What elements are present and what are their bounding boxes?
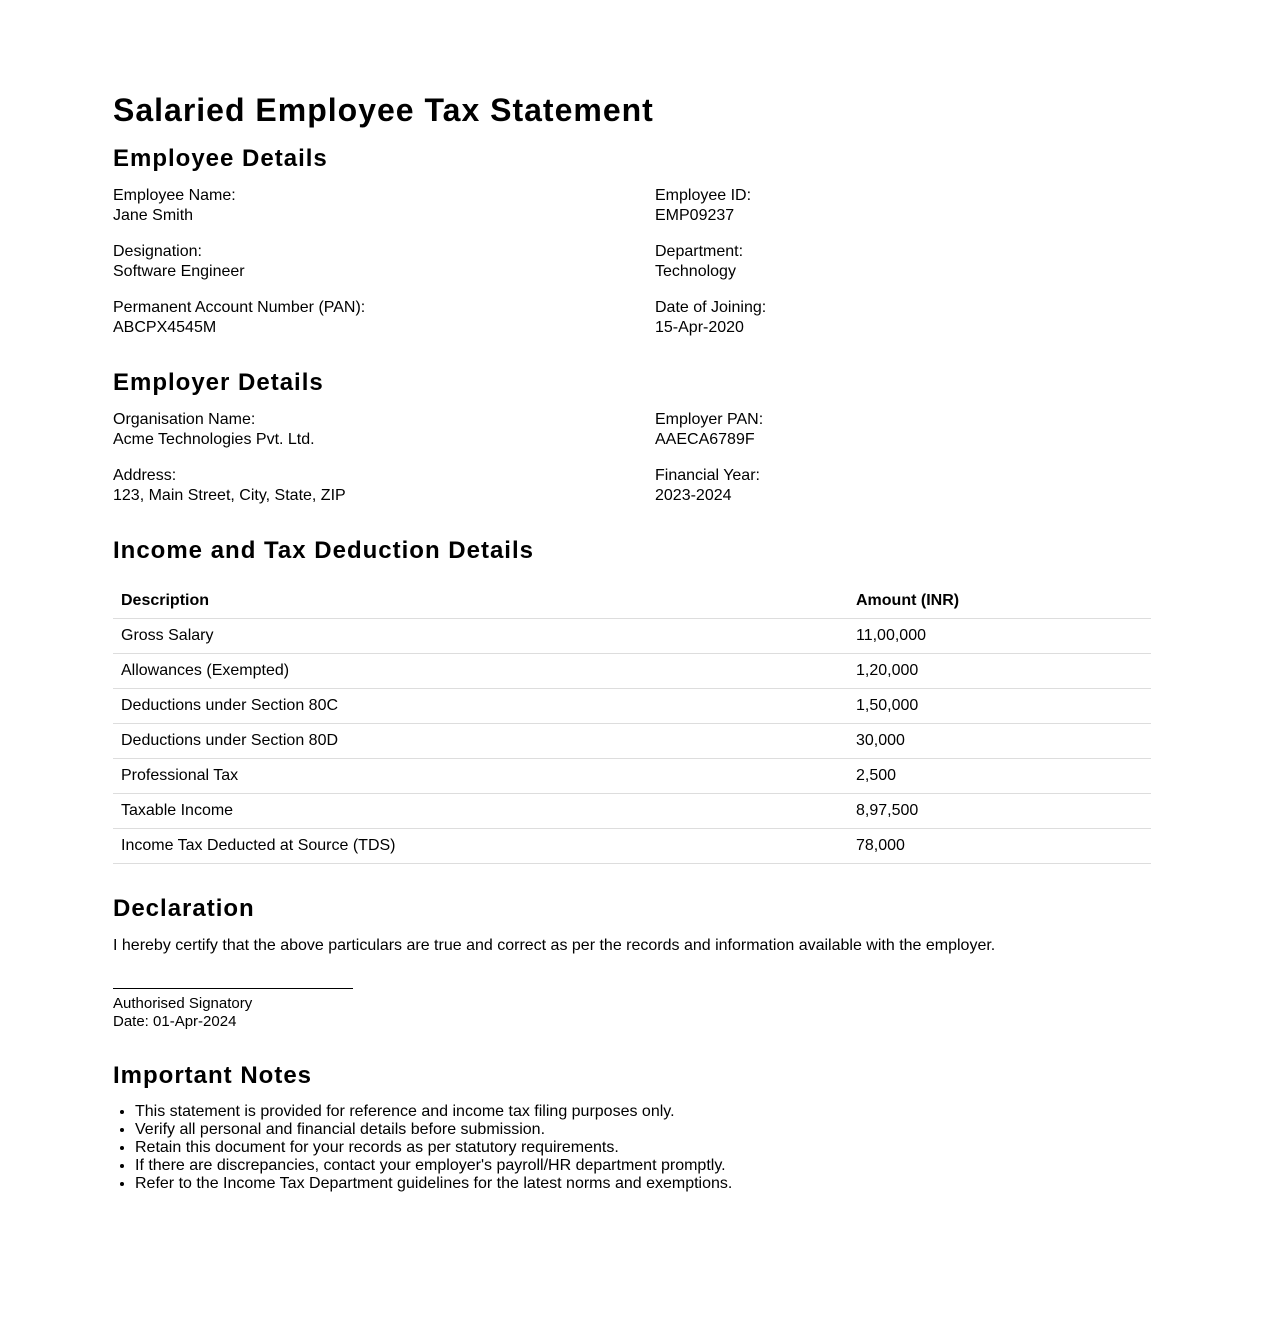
row-amount: 78,000 bbox=[848, 829, 1151, 864]
employee-name-field bbox=[113, 186, 655, 226]
important-notes-heading: Important Notes bbox=[113, 1062, 313, 1089]
declaration-heading: Declaration bbox=[113, 895, 255, 922]
table-row bbox=[113, 654, 1151, 689]
row-amount: 8,97,500 bbox=[848, 794, 1151, 829]
field-value: EMP09237 bbox=[655, 207, 735, 224]
field-label: Financial Year: bbox=[655, 467, 760, 484]
employee-details-grid bbox=[113, 186, 1151, 338]
field-label: Employee Name: bbox=[113, 187, 236, 204]
income-table bbox=[113, 584, 1151, 864]
list-item: • This statement is provided for reference and income tax filing purposes only. bbox=[135, 1103, 1151, 1121]
field-value: AAECA6789F bbox=[655, 431, 755, 448]
date-of-joining-field bbox=[655, 298, 1151, 338]
declaration-text: I hereby certify that the above particulars are true and correct as per the records and information available with the employer. bbox=[113, 937, 996, 954]
row-description: Professional Tax bbox=[113, 759, 848, 794]
row-description: Deductions under Section 80C bbox=[113, 689, 848, 724]
field-value: 123, Main Street, City, State, ZIP bbox=[113, 487, 346, 504]
statement-content bbox=[113, 88, 1151, 1193]
field-label: Employee ID: bbox=[655, 187, 752, 204]
field-value: Jane Smith bbox=[113, 207, 194, 224]
notes-list bbox=[113, 1103, 1151, 1193]
list-item: • If there are discrepancies, contact your employer's payroll/HR department promptly. bbox=[135, 1157, 1151, 1175]
signature-date: Date: 01-Apr-2024 bbox=[113, 1013, 237, 1030]
list-item: • Verify all personal and financial details before submission. bbox=[135, 1121, 1151, 1139]
table-row bbox=[113, 759, 1151, 794]
field-value: Technology bbox=[655, 263, 736, 280]
pan-field bbox=[113, 298, 655, 338]
department-field bbox=[655, 242, 1151, 282]
field-value: Acme Technologies Pvt. Ltd. bbox=[113, 431, 315, 448]
row-description: Deductions under Section 80D bbox=[113, 724, 848, 759]
employer-details-grid bbox=[113, 410, 1151, 506]
employee-details-heading: Employee Details bbox=[113, 145, 328, 172]
table-row bbox=[113, 794, 1151, 829]
field-label: Organisation Name: bbox=[113, 411, 256, 428]
field-label: Employer PAN: bbox=[655, 411, 764, 428]
list-item: • Retain this document for your records as per statutory requirements. bbox=[135, 1139, 1151, 1157]
column-header-description: Description bbox=[113, 584, 848, 619]
income-details-heading: Income and Tax Deduction Details bbox=[113, 537, 534, 564]
row-description: Gross Salary bbox=[113, 619, 848, 654]
organisation-name-field bbox=[113, 410, 655, 450]
signature-block bbox=[113, 995, 1151, 1031]
row-description: Allowances (Exempted) bbox=[113, 654, 848, 689]
address-field bbox=[113, 466, 655, 506]
field-label: Date of Joining: bbox=[655, 299, 767, 316]
employer-details-heading: Employer Details bbox=[113, 369, 324, 396]
field-label: Department: bbox=[655, 243, 744, 260]
column-header-amount: Amount (INR) bbox=[848, 584, 1151, 619]
employer-pan-field bbox=[655, 410, 1151, 450]
financial-year-field bbox=[655, 466, 1151, 506]
table-row bbox=[113, 724, 1151, 759]
signatory-label: Authorised Signatory bbox=[113, 995, 253, 1012]
table-row bbox=[113, 619, 1151, 654]
field-value: Software Engineer bbox=[113, 263, 245, 280]
field-label: Permanent Account Number (PAN): bbox=[113, 299, 366, 316]
row-amount: 1,20,000 bbox=[848, 654, 1151, 689]
field-value: ABCPX4545M bbox=[113, 319, 217, 336]
row-amount: 11,00,000 bbox=[848, 619, 1151, 654]
row-amount: 30,000 bbox=[848, 724, 1151, 759]
field-label: Address: bbox=[113, 467, 177, 484]
table-row bbox=[113, 829, 1151, 864]
list-item: • Refer to the Income Tax Department guidelines for the latest norms and exemptions. bbox=[135, 1175, 1151, 1193]
document-title: Salaried Employee Tax Statement bbox=[113, 92, 654, 128]
field-value: 2023-2024 bbox=[655, 487, 732, 504]
table-header-row bbox=[113, 584, 1151, 619]
row-description: Taxable Income bbox=[113, 794, 848, 829]
designation-field bbox=[113, 242, 655, 282]
signature-line bbox=[113, 988, 353, 989]
row-description: Income Tax Deducted at Source (TDS) bbox=[113, 829, 848, 864]
row-amount: 2,500 bbox=[848, 759, 1151, 794]
table-row bbox=[113, 689, 1151, 724]
field-label: Designation: bbox=[113, 243, 202, 260]
row-amount: 1,50,000 bbox=[848, 689, 1151, 724]
field-value: 15-Apr-2020 bbox=[655, 319, 744, 336]
employee-id-field bbox=[655, 186, 1151, 226]
